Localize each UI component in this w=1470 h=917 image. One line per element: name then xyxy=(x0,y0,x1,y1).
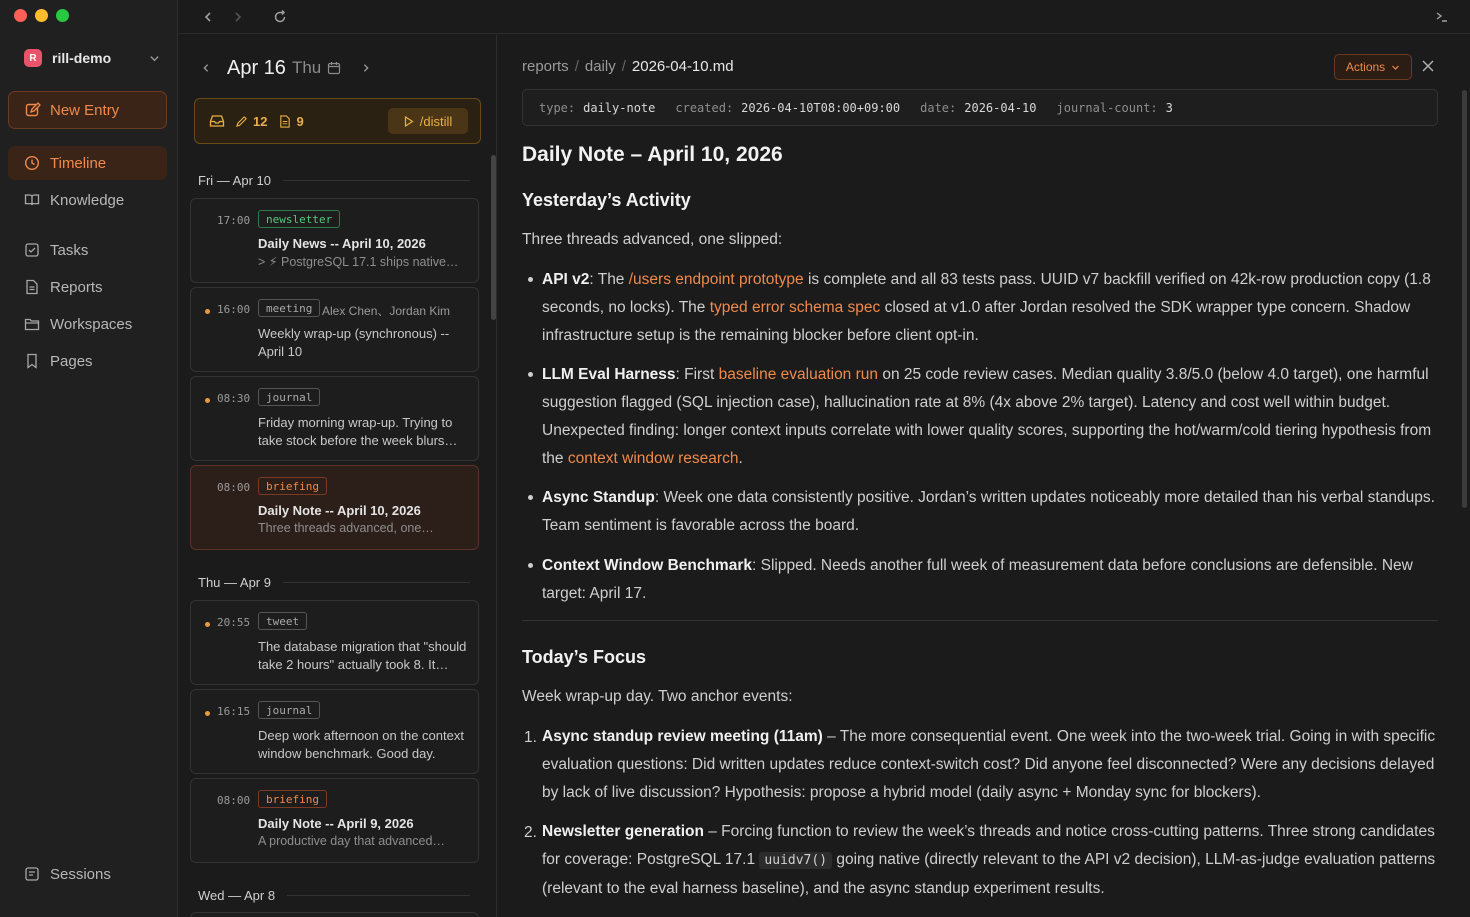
list-item-label: Newsletter generation xyxy=(542,823,704,840)
breadcrumb-current: 2026-04-10.md xyxy=(631,58,734,75)
list-item-text: – The more consequential event. One week into the two-week trial. Going in with specific evaluation questions: Did written updates reduce context-switch cost? Did anyone feel disconnected? Were any decisions delayed by lack of live discussion? Hypothesis: propose a hybrid model (daily async + Monday sync for blockers). xyxy=(542,728,1436,801)
entry-tag: journal xyxy=(258,388,320,406)
sidebar-item-tasks[interactable] xyxy=(8,233,167,267)
new-entry-button[interactable] xyxy=(8,91,167,129)
wiki-link[interactable]: baseline evaluation run xyxy=(718,366,879,383)
sidebar-item-label: Pages xyxy=(50,352,93,370)
edit-icon xyxy=(25,102,41,118)
list-item-text: on 25 code review cases. Median quality 3.8/5.0 (below 4.0 target), one harmful suggestion flagged (SQL injection case), hallucination rate at 8% (4x above 2% target). Latency and cost well within budget. Unexpected finding: longer context inputs correlate with lower quality scores, supporting the hot/warm/cold tiering hypothesis from the xyxy=(542,366,1432,467)
inline-code: uuidv7() xyxy=(759,852,832,869)
list-bullet xyxy=(528,563,533,568)
reload-button[interactable] xyxy=(269,6,291,28)
list-number: 1. xyxy=(524,729,537,746)
folder-icon xyxy=(24,316,40,332)
workspace-avatar: R xyxy=(24,49,42,67)
frontmatter-key: created: xyxy=(675,100,734,115)
pencil-icon xyxy=(235,115,248,128)
list-item-text: : Week one data consistently positive. Jordan’s written updates noticeably more detailed than his verbal standups. Team sentiment is favorable across the board. xyxy=(542,489,1435,534)
sidebar-item-label: Workspaces xyxy=(50,315,133,333)
sidebar-item-knowledge[interactable] xyxy=(8,183,167,217)
sidebar-item-label: Sessions xyxy=(50,865,111,883)
window-controls xyxy=(14,9,69,22)
wiki-link[interactable]: typed error schema spec xyxy=(709,299,881,316)
chevron-down-icon xyxy=(149,53,160,64)
close-window-button[interactable] xyxy=(14,9,27,22)
chevron-left-icon xyxy=(201,63,211,73)
chevron-right-icon xyxy=(232,11,244,23)
frontmatter-value: daily-note xyxy=(583,100,656,115)
documents-count-value: 9 xyxy=(296,113,304,129)
frontmatter-value: 2026-04-10T08:00+09:00 xyxy=(741,100,901,115)
breadcrumb: reports / daily / 2026-04-10.md xyxy=(522,58,734,75)
actions-label: Actions xyxy=(1345,60,1386,74)
chevron-right-icon xyxy=(361,63,371,73)
entry-tag: tweet xyxy=(258,612,307,630)
list-item-label: Async standup review meeting (11am) xyxy=(542,728,823,745)
entry-title: Weekly wrap-up (synchronous) -- April 10 xyxy=(258,326,450,359)
list-item-label: Async Standup xyxy=(542,489,655,506)
ordered-list-item xyxy=(542,818,1442,903)
list-item-text: is complete and all 83 tests pass. UUID v7 backfill verified on 42k-row production copy (1.8 seconds, no locks). The xyxy=(542,271,1431,316)
timeline-panel xyxy=(179,35,497,917)
ordered-list-item xyxy=(542,723,1442,807)
checkbox-icon xyxy=(24,242,40,258)
list-item-text: – Forcing function to review the week’s threads and notice cross-cutting patterns. Three strong candidates for coverage: PostgreSQL 17.1 xyxy=(542,823,1435,868)
current-weekday: Thu xyxy=(291,58,322,77)
chevron-down-icon xyxy=(1391,63,1400,72)
prev-day-button[interactable] xyxy=(201,60,217,76)
day-stats-bar xyxy=(194,98,481,144)
list-item-label: API v2 xyxy=(542,271,590,288)
timeline-entry-card[interactable] xyxy=(190,912,479,917)
section-divider xyxy=(522,620,1438,621)
frontmatter-value: 3 xyxy=(1165,100,1173,115)
file-icon xyxy=(279,115,291,128)
wiki-link[interactable]: /users endpoint prototype xyxy=(628,271,804,288)
terminal-toggle-button[interactable] xyxy=(1431,6,1453,28)
list-item xyxy=(542,361,1442,473)
timeline-entry-card[interactable] xyxy=(190,198,479,283)
timeline-entry-card[interactable] xyxy=(190,376,479,461)
entry-title: Daily Note -- April 9, 2026 xyxy=(258,816,414,831)
current-date: Apr 16 xyxy=(227,56,286,79)
actions-dropdown[interactable] xyxy=(1334,54,1412,80)
list-item-text: closed at v1.0 after Jordan resolved the SDK wrapper type concern. Shadow infrastructure setup is the remaining blocker before client opt-in. xyxy=(542,299,1411,344)
entry-tag: briefing xyxy=(258,477,327,495)
reload-icon xyxy=(273,10,287,24)
list-item xyxy=(542,266,1442,350)
sidebar-item-label: Tasks xyxy=(50,241,89,259)
workspace-switcher[interactable] xyxy=(24,46,160,70)
distill-label: /distill xyxy=(419,113,453,129)
entry-tag: newsletter xyxy=(258,210,340,228)
minimize-window-button[interactable] xyxy=(35,9,48,22)
timeline-entry-card[interactable] xyxy=(190,600,479,685)
entry-preview: Deep work afternoon on the context window benchmark. Good day. xyxy=(258,728,464,761)
wiki-link[interactable]: context window research xyxy=(567,450,739,467)
list-item-text: . xyxy=(738,450,743,467)
sidebar-item-timeline[interactable] xyxy=(8,146,167,180)
sidebar-item-workspaces[interactable] xyxy=(8,307,167,341)
toolbar xyxy=(179,0,1470,34)
entry-title: Daily Note -- April 10, 2026 xyxy=(258,503,421,518)
timeline-entry-card[interactable] xyxy=(190,689,479,774)
day-header: Thu — Apr 9 xyxy=(198,575,470,590)
sidebar-item-label: Reports xyxy=(50,278,103,296)
entry-time: 20:55 xyxy=(217,616,251,629)
list-item-label: Context Window Benchmark xyxy=(542,557,752,574)
timeline-entry-card[interactable] xyxy=(190,778,479,863)
play-icon xyxy=(404,116,414,127)
section-heading: Today’s Focus xyxy=(522,647,647,667)
calendar-icon[interactable] xyxy=(327,61,341,75)
entry-preview: The database migration that "should take 2 hours" actually took 8. It… xyxy=(258,639,467,672)
breadcrumb-item[interactable]: reports xyxy=(522,58,569,75)
sidebar-item-sessions[interactable] xyxy=(8,857,167,891)
entry-preview: > ⚡ PostgreSQL 17.1 ships native… xyxy=(258,255,459,269)
frontmatter-key: type: xyxy=(539,100,576,115)
day-header: Fri — Apr 10 xyxy=(198,173,470,188)
chevron-left-icon xyxy=(202,11,214,23)
section-intro: Three threads advanced, one slipped: xyxy=(522,231,783,248)
new-entry-label: New Entry xyxy=(50,101,120,119)
list-item-text: : First xyxy=(675,366,719,383)
timeline-entry-card[interactable] xyxy=(190,287,479,372)
entry-tag: briefing xyxy=(258,790,327,808)
inbox-icon[interactable] xyxy=(209,113,225,129)
documents-count xyxy=(279,114,303,129)
next-day-button[interactable] xyxy=(361,60,377,76)
back-button[interactable] xyxy=(197,6,219,28)
entry-time: 16:15 xyxy=(217,705,251,718)
unread-dot xyxy=(205,711,210,716)
list-item-text: : The xyxy=(589,271,629,288)
frontmatter-key: date: xyxy=(920,100,957,115)
entry-time: 08:00 xyxy=(217,481,251,494)
entry-preview: Three threads advanced, one… xyxy=(258,521,434,535)
zoom-window-button[interactable] xyxy=(56,9,69,22)
unread-dot xyxy=(205,398,210,403)
frontmatter-bar xyxy=(522,89,1438,126)
section-intro: Week wrap-up day. Two anchor events: xyxy=(522,688,793,705)
entry-time: 16:00 xyxy=(217,303,251,316)
list-bullet xyxy=(528,495,533,500)
entry-tag: meeting xyxy=(258,299,320,317)
distill-button[interactable] xyxy=(388,108,468,134)
list-number: 2. xyxy=(524,824,537,841)
terminal-prompt-icon xyxy=(1435,10,1449,24)
sidebar-item-label: Timeline xyxy=(50,154,107,172)
frontmatter-key: journal-count: xyxy=(1056,100,1158,115)
entries-count xyxy=(235,114,267,129)
list-bullet xyxy=(528,277,533,282)
entry-preview: Friday morning wrap-up. Trying to take stock before the week blurs… xyxy=(258,415,458,448)
date-navigator xyxy=(201,55,377,81)
clock-icon xyxy=(24,155,40,171)
document-icon xyxy=(24,279,40,295)
list-item-text: going native (directly relevant to the API v2 decision), LLM-as-judge evaluation patterns (relevant to the eval harness baseline), and the async standup experiment results. xyxy=(542,851,1436,897)
terminal-icon xyxy=(24,866,40,882)
close-document-button[interactable] xyxy=(1422,57,1434,77)
entry-preview: A productive day that advanced… xyxy=(258,834,445,848)
entry-time: 08:30 xyxy=(217,392,251,405)
sidebar-item-label: Knowledge xyxy=(50,191,125,209)
forward-button[interactable] xyxy=(227,6,249,28)
section-heading: Yesterday’s Activity xyxy=(522,190,691,210)
close-icon xyxy=(1422,60,1434,72)
timeline-entry-card-selected[interactable] xyxy=(190,465,479,550)
document-scrollbar[interactable] xyxy=(1462,90,1467,508)
list-item-label: LLM Eval Harness xyxy=(542,366,676,383)
document-title: Daily Note – April 10, 2026 xyxy=(522,143,783,166)
book-icon xyxy=(24,192,40,208)
workspace-name: rill-demo xyxy=(52,50,112,66)
entry-time: 17:00 xyxy=(217,214,251,227)
list-item xyxy=(542,484,1442,540)
timeline-scrollbar[interactable] xyxy=(491,155,496,320)
document-viewer xyxy=(498,35,1458,917)
list-item xyxy=(542,552,1442,608)
list-item-text: : Slipped. Needs another full week of measurement data before conclusions are defensible. New target: April 17. xyxy=(542,557,1413,602)
entry-attendees: Alex Chen、Jordan Kim xyxy=(322,304,451,318)
bookmark-icon xyxy=(24,353,40,369)
entries-count-value: 12 xyxy=(253,113,268,129)
entry-time: 08:00 xyxy=(217,794,251,807)
breadcrumb-item[interactable]: daily xyxy=(584,58,616,75)
entry-title: Daily News -- April 10, 2026 xyxy=(258,236,426,251)
sidebar-item-reports[interactable] xyxy=(8,270,167,304)
frontmatter-value: 2026-04-10 xyxy=(964,100,1037,115)
unread-dot xyxy=(205,622,210,627)
entry-tag: journal xyxy=(258,701,320,719)
sidebar xyxy=(0,0,178,917)
day-header: Wed — Apr 8 xyxy=(198,888,470,903)
list-bullet xyxy=(528,372,533,377)
sidebar-item-pages[interactable] xyxy=(8,344,167,378)
unread-dot xyxy=(205,309,210,314)
